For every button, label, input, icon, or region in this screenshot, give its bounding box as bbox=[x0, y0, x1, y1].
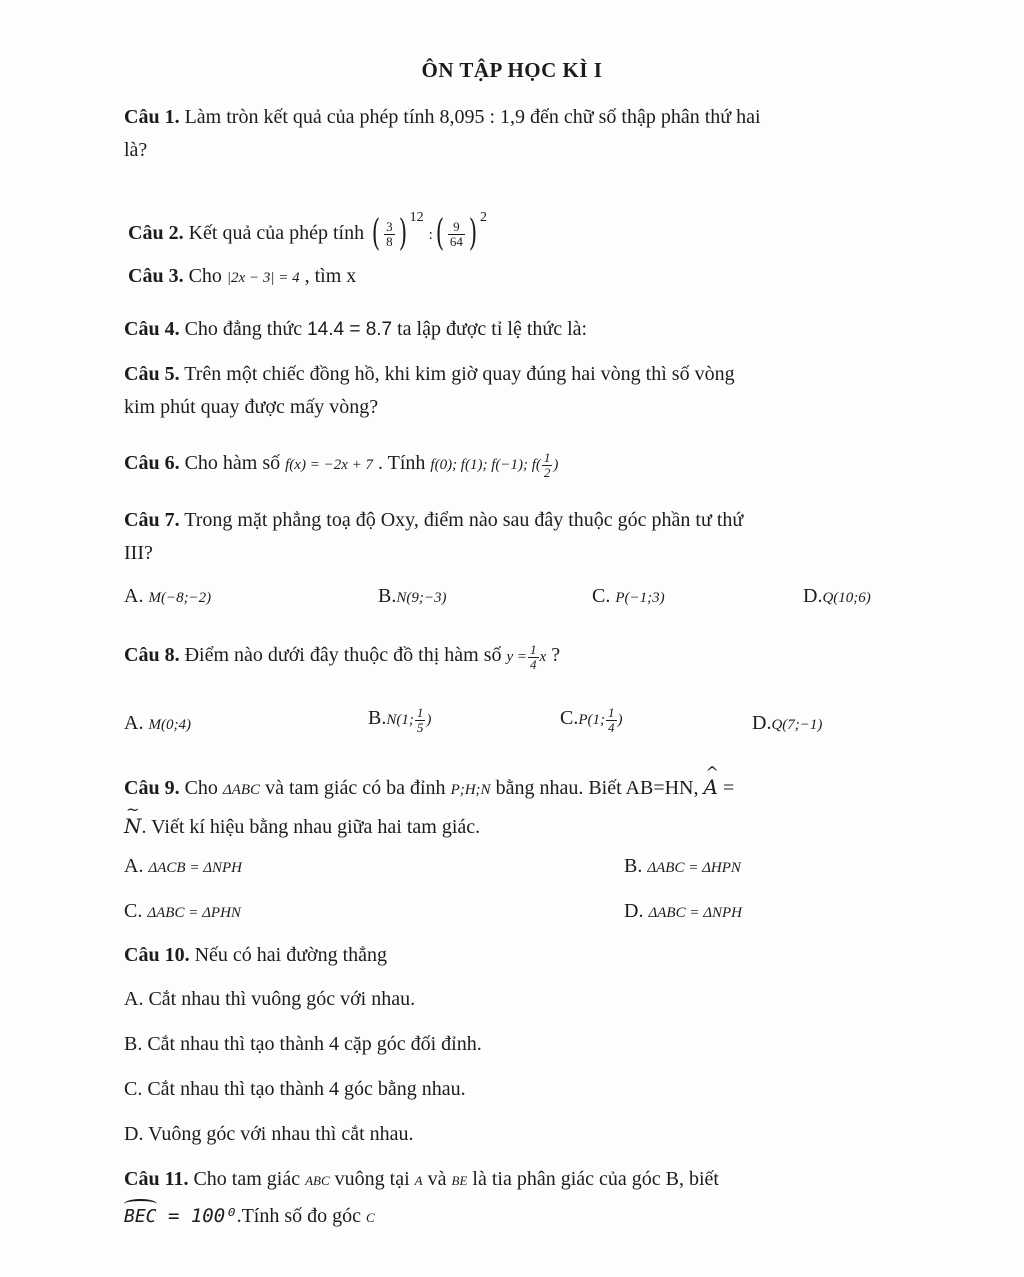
function-values: f(0); f(1); f(−1); f( $\frac{1}{2}$ ) bbox=[430, 450, 559, 481]
q7-option-d[interactable]: D.Q(10;6) bbox=[803, 585, 871, 607]
q9-option-c[interactable]: C. ΔABC = ΔPHN bbox=[124, 900, 241, 922]
ray-be: BE bbox=[451, 1173, 468, 1188]
question-9: Câu 9. Cho ΔABC và tam giác có ba đỉnh P;H;N bằng nhau. Biết AB=HN, ^ A = bbox=[124, 774, 734, 803]
vertex-a: A bbox=[414, 1173, 423, 1188]
question-1-label: Câu 1. bbox=[124, 106, 180, 128]
question-1-continuation: là? bbox=[124, 139, 148, 161]
angle-n: ~ N bbox=[124, 813, 142, 839]
question-5: Câu 5. Trên một chiếc đồng hồ, khi kim giờ quay đúng hai vòng thì số vòng bbox=[124, 363, 735, 385]
q7-option-c[interactable]: C. P(−1;3) bbox=[592, 585, 665, 607]
question-9-continuation: ~ N. Viết kí hiệu bằng nhau giữa hai tam giác. bbox=[124, 813, 480, 840]
exponent-12: 12 bbox=[409, 210, 424, 225]
question-4: Câu 4. Cho đẳng thức 14.4 = 8.7 ta lập được tỉ lệ thức là: bbox=[124, 318, 588, 340]
vertex-c: C bbox=[366, 1210, 375, 1225]
q9-option-b[interactable]: B. ΔABC = ΔHPN bbox=[624, 855, 741, 877]
question-10-label: Câu 10. bbox=[124, 944, 190, 966]
angle-value: = 100⁰ bbox=[156, 1205, 237, 1227]
function-definition: f(x) = −2x + 7 bbox=[285, 457, 373, 473]
triangle-abc-label: ABC bbox=[305, 1173, 330, 1188]
equality-expression: 14.4 = 8.7 bbox=[307, 319, 393, 340]
question-2-text: Kết quả của phép tính bbox=[188, 222, 365, 244]
question-2: Câu 2. Kết quả của phép tính ( $\frac{3}{8}$ ) $^{12}$ :( $\frac{9}{64}$ ) $^2$ bbox=[128, 210, 487, 255]
q7-option-b[interactable]: B.N(9;−3) bbox=[378, 585, 447, 607]
question-9-label: Câu 9. bbox=[124, 777, 180, 799]
absolute-value-expression: |2x − 3| = 4 bbox=[226, 270, 300, 286]
question-8-label: Câu 8. bbox=[124, 644, 180, 666]
question-8: Câu 8. Điểm nào dưới đây thuộc đồ thị hàm số y = $\frac{1}{4}$ x ? bbox=[124, 642, 561, 673]
question-1-text: Làm tròn kết quả của phép tính 8,095 : 1,9 đến chữ số thập phân thứ hai bbox=[184, 106, 761, 128]
triangle-abc: ΔABC bbox=[222, 782, 261, 798]
page-title: ÔN TẬP HỌC KÌ I bbox=[421, 58, 603, 82]
fraction-9-64: $\frac{9}{64}$ bbox=[449, 218, 463, 249]
question-6-label: Câu 6. bbox=[124, 452, 180, 474]
division-operator: : bbox=[428, 227, 433, 243]
q10-option-b[interactable]: B. Cắt nhau thì tạo thành 4 cặp góc đối đỉnh. bbox=[124, 1033, 482, 1055]
question-5-label: Câu 5. bbox=[124, 363, 180, 385]
question-6: Câu 6. Cho hàm số f(x) = −2x + 7 . Tính f(0); f(1); f(−1); f( $\frac{1}{2}$ ) bbox=[124, 450, 559, 481]
question-7-label: Câu 7. bbox=[124, 509, 180, 531]
angle-bec: BEC bbox=[124, 1204, 157, 1230]
angle-a: ^ A bbox=[704, 774, 718, 800]
question-11-continuation: BEC = 100⁰.Tính số đo góc C bbox=[124, 1203, 375, 1231]
question-1 bbox=[124, 104, 761, 130]
q8-option-a[interactable]: A. M(0;4) bbox=[124, 712, 191, 734]
q7-option-a[interactable]: A. M(−8;−2) bbox=[124, 585, 212, 607]
q8-option-d[interactable]: D.Q(7;−1) bbox=[752, 712, 823, 734]
fraction-3-8: $\frac{3}{8}$ bbox=[386, 218, 393, 249]
question-3-label: Câu 3. bbox=[128, 265, 184, 287]
question-7-continuation: III? bbox=[124, 542, 153, 564]
exponent-2: 2 bbox=[479, 210, 487, 225]
q10-option-c[interactable]: C. Cắt nhau thì tạo thành 4 góc bằng nhau. bbox=[124, 1078, 466, 1100]
question-7: Câu 7. Trong mặt phẳng toạ độ Oxy, điểm nào sau đây thuộc góc phần tư thứ bbox=[124, 509, 744, 531]
q9-option-d[interactable]: D. ΔABC = ΔNPH bbox=[624, 900, 743, 922]
function-expression: y = $\frac{1}{4}$ x bbox=[506, 642, 547, 673]
triangle-vertices: P;H;N bbox=[450, 782, 491, 798]
q10-option-d[interactable]: D. Vuông góc với nhau thì cắt nhau. bbox=[124, 1123, 414, 1145]
question-11: Câu 11. Cho tam giác ABC vuông tại A và BE là tia phân giác của góc B, biết bbox=[124, 1168, 719, 1190]
question-5-continuation: kim phút quay được mấy vòng? bbox=[124, 396, 379, 418]
question-2-label: Câu 2. bbox=[128, 222, 184, 244]
question-3: Câu 3. Cho |2x − 3| = 4 , tìm x bbox=[128, 265, 357, 287]
fraction-1-2: $\frac{1}{2}$ bbox=[543, 450, 551, 481]
q8-option-b[interactable]: B.N(1; $\frac{1}{5}$ ) bbox=[368, 705, 432, 736]
fraction-1-4: $\frac{1}{4}$ bbox=[530, 642, 537, 673]
q8-option-c[interactable]: C.P(1; $\frac{1}{4}$ ) bbox=[560, 705, 623, 736]
question-10: Câu 10. Nếu có hai đường thẳng bbox=[124, 944, 388, 966]
question-11-label: Câu 11. bbox=[124, 1168, 189, 1190]
q9-option-a[interactable]: A. ΔACB = ΔNPH bbox=[124, 855, 243, 877]
question-4-label: Câu 4. bbox=[124, 318, 180, 340]
q10-option-a[interactable]: A. Cắt nhau thì vuông góc với nhau. bbox=[124, 988, 416, 1010]
